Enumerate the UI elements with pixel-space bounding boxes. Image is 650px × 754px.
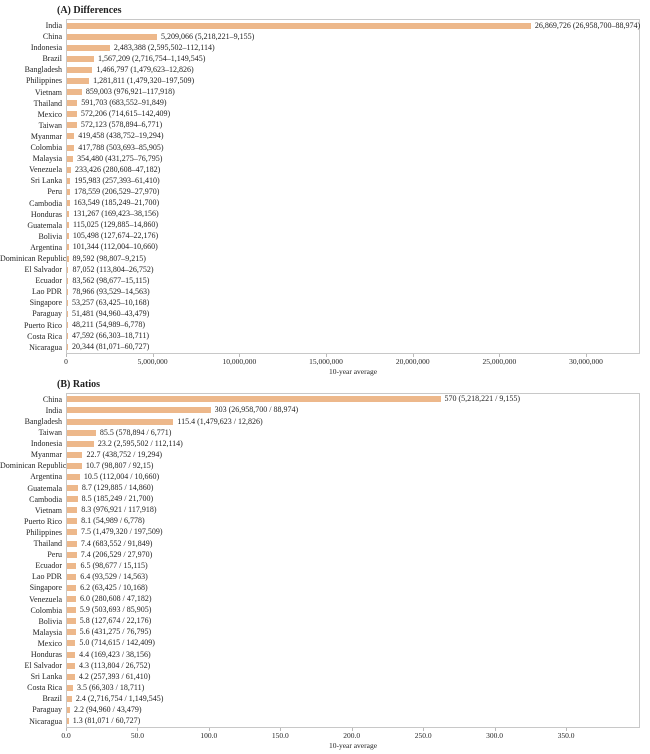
category-label: Lao PDR: [32, 572, 62, 582]
value-label: 20,344 (81,071–60,727): [72, 342, 150, 352]
category-label: Malaysia: [32, 154, 62, 164]
value-label: 23.2 (2,595,502 / 112,114): [97, 438, 183, 448]
value-label: 195,983 (257,393–61,410): [74, 175, 160, 185]
bar-row: [67, 142, 639, 153]
bar: [67, 674, 75, 680]
value-label: 417,788 (503,693–85,905): [78, 142, 164, 152]
bar-row: [67, 275, 639, 286]
category-label: Brazil: [42, 54, 62, 64]
bar: [67, 34, 157, 40]
value-label: 233,426 (280,608–47,182): [75, 164, 161, 174]
category-label: Colombia: [30, 143, 62, 153]
bar-row: [67, 527, 639, 538]
category-label: Bangladesh: [24, 417, 62, 426]
bar-row: [67, 582, 639, 593]
bar-row: [67, 627, 639, 638]
value-label: 7.5 (1,479,320 / 197,509): [81, 527, 163, 537]
category-label: Vietnam: [34, 87, 62, 97]
axis-tick-label: 25,000,000: [482, 356, 517, 366]
category-label: Puerto Rico: [24, 516, 62, 526]
bar: [67, 596, 76, 602]
axis-tick-label: 350.0: [557, 730, 575, 740]
category-label: Ecuador: [35, 276, 62, 286]
value-label: 3.5 (66,303 / 18,711): [77, 682, 145, 692]
bar-row: [67, 427, 639, 438]
panel-b-chart: [0, 393, 650, 750]
axis-tick-label: 5,000,000: [137, 356, 168, 366]
bar-row: [67, 571, 639, 582]
category-label: Venezuela: [29, 594, 62, 604]
bar-row: [67, 682, 639, 693]
value-label: 163,549 (185,249–21,700): [73, 198, 160, 208]
bar: [67, 167, 71, 173]
bar: [67, 344, 68, 350]
category-label: Philippines: [25, 527, 62, 537]
category-label: Peru: [47, 187, 62, 197]
bar: [67, 278, 68, 284]
category-label: Guatemala: [27, 483, 62, 493]
bar-row: [67, 438, 639, 449]
bar: [67, 200, 70, 206]
bar-row: [67, 416, 639, 427]
category-label: Myanmar: [30, 131, 62, 141]
bar: [67, 122, 77, 128]
axis-tick-label: 20,000,000: [395, 356, 430, 366]
category-label: Nicaragua: [29, 716, 62, 726]
value-label: 5.0 (714,615 / 142,409): [79, 638, 155, 648]
bar-row: [67, 98, 639, 109]
bar: [67, 333, 68, 339]
value-label: 115,025 (129,885–14,860): [73, 220, 159, 230]
category-label: Peru: [47, 550, 62, 560]
bar-row: [67, 605, 639, 616]
bar: [67, 552, 77, 558]
value-label: 131,267 (169,423–38,156): [73, 209, 159, 219]
bar-row: [67, 242, 639, 253]
category-label: Guatemala: [27, 220, 62, 230]
value-label: 115.4 (1,479,623 / 12,826): [177, 416, 263, 426]
category-label: Singapore: [29, 583, 62, 593]
bar-row: [67, 660, 639, 671]
bar: [67, 640, 75, 646]
category-label: Philippines: [25, 76, 62, 86]
category-label: Costa Rica: [27, 331, 62, 341]
category-label: Thailand: [33, 539, 62, 549]
bar-row: [67, 449, 639, 460]
category-label: El Salvador: [24, 661, 62, 671]
axis-tick-label: 15,000,000: [309, 356, 343, 366]
value-label: 78,966 (93,529–14,563): [72, 286, 150, 296]
category-label: Dominican Republic: [0, 461, 67, 471]
panel-a-bars-container: [66, 19, 640, 354]
bar: [67, 211, 69, 217]
bar-row: [67, 538, 639, 549]
bar: [67, 419, 173, 425]
category-label: Myanmar: [30, 450, 62, 460]
category-label: China: [42, 32, 62, 42]
value-label: 5.9 (503,693 / 85,905): [79, 605, 152, 615]
bar: [67, 518, 77, 524]
bar: [67, 574, 76, 580]
category-label: Honduras: [30, 209, 62, 219]
value-label: 570 (5,218,221 / 9,155): [444, 394, 521, 404]
bar: [67, 496, 78, 502]
category-label: Indonesia: [30, 439, 62, 449]
bar: [67, 474, 80, 480]
bar-row: [67, 286, 639, 297]
axis-tick-label: 10,000,000: [222, 356, 257, 366]
bar: [67, 267, 68, 273]
bar-row: [67, 320, 639, 331]
bar: [67, 78, 89, 84]
panel-b-category-axis: [0, 393, 66, 727]
value-label: 8.5 (185,249 / 21,700): [81, 494, 154, 504]
category-label: Cambodia: [29, 494, 62, 504]
bar: [67, 463, 82, 469]
bar: [67, 407, 211, 413]
axis-tick-label: 0: [64, 356, 68, 366]
bar: [67, 685, 73, 691]
bar-row: [67, 120, 639, 131]
bar-row: [67, 505, 639, 516]
category-label: China: [42, 394, 62, 404]
value-label: 572,206 (714,615–142,409): [80, 109, 171, 119]
bar: [67, 607, 76, 613]
value-label: 1.3 (81,071 / 60,727): [72, 716, 141, 726]
bar-row: [67, 64, 639, 75]
category-label: Bolivia: [38, 616, 62, 626]
category-label: India: [45, 405, 62, 415]
value-label: 591,703 (683,552–91,849): [81, 98, 167, 108]
value-label: 101,344 (112,004–10,660): [72, 242, 158, 252]
axis-tick-label: 30,000,000: [569, 356, 603, 366]
value-label: 572,123 (578,894–6,771): [80, 120, 163, 130]
bar-row: [67, 186, 639, 197]
bar-row: [67, 42, 639, 53]
bar-row: [67, 471, 639, 482]
category-label: Sri Lanka: [30, 672, 62, 682]
panel-b-title: (B) Ratios: [57, 378, 101, 390]
bar-row: [67, 638, 639, 649]
bar: [67, 585, 76, 591]
bar: [67, 256, 69, 262]
category-label: Mexico: [37, 638, 62, 648]
bar: [67, 718, 69, 724]
value-label: 4.2 (257,393 / 61,410): [78, 671, 151, 681]
category-label: Argentina: [30, 242, 62, 252]
bar-row: [67, 671, 639, 682]
bar-row: [67, 549, 639, 560]
category-label: Costa Rica: [27, 683, 62, 693]
bar-row: [67, 53, 639, 64]
axis-tick-label: 300.0: [486, 730, 504, 740]
bar-row: [67, 20, 639, 31]
panel-b-x-axis-title: 10-year average: [328, 740, 378, 750]
category-label: Puerto Rico: [24, 320, 62, 330]
category-label: Paraguay: [32, 309, 62, 319]
bar: [67, 529, 77, 535]
bar: [67, 707, 70, 713]
category-label: Singapore: [29, 298, 62, 308]
category-label: Honduras: [30, 649, 62, 659]
panel-a-category-axis: [0, 19, 66, 353]
category-label: Thailand: [33, 98, 62, 108]
axis-tick-label: 50.0: [130, 730, 144, 740]
bar-row: [67, 616, 639, 627]
category-label: India: [45, 21, 62, 30]
panel-differences: [0, 5, 650, 376]
bar-row: [67, 405, 639, 416]
value-label: 419,458 (438,752–19,294): [78, 131, 164, 141]
bar-row: [67, 516, 639, 527]
bar-row: [67, 331, 639, 342]
bar: [67, 663, 75, 669]
bar-row: [67, 460, 639, 471]
bar: [67, 156, 73, 162]
category-label: Bolivia: [38, 231, 62, 241]
bar-row: [67, 494, 639, 505]
bar: [67, 289, 68, 295]
category-label: Cambodia: [29, 198, 62, 208]
bar-row: [67, 175, 639, 186]
category-label: Sri Lanka: [30, 176, 62, 186]
value-label: 83,562 (98,677–15,115): [72, 275, 150, 285]
value-label: 85.5 (578,894 / 6,771): [99, 427, 172, 437]
panel-a-title: (A) Differences: [57, 5, 122, 16]
bar: [67, 396, 441, 402]
value-label: 1,466,797 (1,479,623–12,826): [96, 64, 194, 74]
bar: [67, 45, 110, 51]
bar: [67, 189, 70, 195]
bar: [67, 696, 72, 702]
value-label: 303 (26,958,700 / 88,974): [214, 405, 299, 415]
bar-row: [67, 560, 639, 571]
bar: [67, 145, 74, 151]
bar: [67, 244, 69, 250]
value-label: 4.4 (169,423 / 38,156): [79, 649, 151, 659]
bar: [67, 441, 94, 447]
category-label: Nicaragua: [29, 342, 62, 352]
bar-row: [67, 594, 639, 605]
bar-row: [67, 209, 639, 220]
category-label: Malaysia: [32, 627, 62, 637]
value-label: 8.7 (129,885 / 14,860): [81, 483, 154, 493]
value-label: 8.1 (54,989 / 6,778): [81, 516, 145, 526]
value-label: 7.4 (206,529 / 27,970): [80, 549, 153, 559]
axis-tick-label: 100.0: [200, 730, 218, 740]
bar-row: [67, 75, 639, 86]
value-label: 2.2 (94,960 / 43,479): [73, 704, 142, 714]
bar: [67, 652, 75, 658]
value-label: 51,481 (94,960–43,479): [72, 308, 150, 318]
value-label: 87,052 (113,804–26,752): [72, 264, 154, 274]
value-label: 6.4 (93,529 / 14,563): [80, 571, 148, 581]
bar-row: [67, 716, 639, 727]
panel-b-x-axis: [61, 728, 640, 741]
bar: [67, 178, 70, 184]
bar: [67, 322, 68, 328]
category-label: Argentina: [30, 472, 62, 482]
bar: [67, 452, 82, 458]
category-label: Mexico: [37, 109, 62, 119]
category-label: Paraguay: [32, 705, 62, 715]
value-label: 178,559 (206,529–27,970): [74, 186, 160, 196]
panel-a-plot-area: [66, 19, 640, 376]
bar: [67, 563, 76, 569]
bar: [67, 311, 68, 317]
bar-row: [67, 483, 639, 494]
value-label: 5.8 (127,674 / 22,176): [79, 616, 152, 626]
bar-row: [67, 394, 639, 405]
axis-tick-label: 250.0: [414, 730, 432, 740]
category-label: Vietnam: [34, 505, 62, 515]
value-label: 6.0 (280,608 / 47,182): [79, 594, 152, 604]
bar: [67, 89, 82, 95]
value-label: 22.7 (438,752 / 19,294): [86, 449, 162, 459]
bar: [67, 56, 94, 62]
bar: [67, 507, 77, 513]
bar-row: [67, 649, 639, 660]
bar: [67, 541, 77, 547]
bar-row: [67, 131, 639, 142]
bar-row: [67, 109, 639, 120]
value-label: 53,257 (63,425–10,168): [72, 297, 150, 307]
panel-a-chart: [0, 19, 650, 376]
bar-row: [67, 231, 639, 242]
bar: [67, 485, 78, 491]
value-label: 89,592 (98,807–9,215): [72, 253, 146, 263]
bar: [67, 222, 69, 228]
value-label: 5,209,066 (5,218,221–9,155): [160, 31, 255, 41]
bar-row: [67, 342, 639, 353]
value-label: 859,003 (976,921–117,918): [85, 87, 175, 97]
axis-tick-label: 0.0: [61, 730, 71, 740]
value-label: 4.3 (113,804 / 26,752): [79, 660, 151, 670]
value-label: 10.7 (98,807 / 92,15): [85, 460, 154, 470]
value-label: 26,869,726 (26,958,700–88,974): [534, 20, 641, 30]
bar-row: [67, 153, 639, 164]
category-label: Taiwan: [38, 428, 62, 438]
bar-row: [67, 308, 639, 319]
category-label: El Salvador: [24, 265, 62, 275]
value-label: 5.6 (431,275 / 76,795): [79, 627, 152, 637]
panel-a-x-axis: [66, 354, 640, 367]
category-label: Dominican Republic: [0, 253, 67, 263]
bar: [67, 430, 96, 436]
bar-row: [67, 220, 639, 231]
value-label: 1,281,811 (1,479,320–197,509): [93, 76, 195, 86]
category-label: Taiwan: [38, 120, 62, 130]
panel-a-x-axis-title: 10-year average: [328, 366, 378, 376]
value-label: 7.4 (683,552 / 91,849): [80, 538, 153, 548]
bar: [67, 133, 74, 139]
bar-row: [67, 31, 639, 42]
bar-row: [67, 297, 639, 308]
category-label: Brazil: [42, 694, 62, 704]
bar-row: [67, 693, 639, 704]
value-label: 48,211 (54,989–6,778): [72, 320, 146, 330]
bar-row: [67, 264, 639, 275]
bar-row: [67, 704, 639, 715]
category-label: Indonesia: [30, 43, 62, 53]
bar-row: [67, 198, 639, 209]
category-label: Lao PDR: [32, 287, 62, 297]
value-label: 2,483,388 (2,595,502–112,114): [113, 42, 215, 52]
value-label: 354,480 (431,275–76,795): [77, 153, 163, 163]
bar: [67, 618, 76, 624]
bar-row: [67, 253, 639, 264]
value-label: 1,567,209 (2,716,754–1,149,545): [98, 53, 206, 63]
bar: [67, 67, 92, 73]
bar-row: [67, 164, 639, 175]
value-label: 6.2 (63,425 / 10,168): [80, 582, 148, 592]
axis-tick-label: 200.0: [343, 730, 361, 740]
bar: [67, 300, 68, 306]
panel-b-plot-area: [61, 393, 640, 750]
bar: [67, 23, 531, 29]
value-label: 47,592 (66,303–18,711): [72, 331, 150, 341]
category-label: Colombia: [30, 605, 62, 615]
value-label: 6.5 (98,677 / 15,115): [80, 560, 148, 570]
bar-row: [67, 87, 639, 98]
value-label: 105,498 (127,674–22,176): [72, 231, 159, 241]
category-label: Bangladesh: [24, 65, 62, 75]
bar: [67, 629, 76, 635]
panel-b-bars-container: [66, 393, 640, 728]
value-label: 10.5 (112,004 / 10,660): [83, 472, 160, 482]
axis-tick-label: 150.0: [271, 730, 289, 740]
bar: [67, 111, 77, 117]
value-label: 2.4 (2,716,754 / 1,149,545): [75, 693, 164, 703]
category-label: Ecuador: [35, 561, 62, 571]
bar: [67, 233, 69, 239]
value-label: 8.3 (976,921 / 117,918): [81, 505, 157, 515]
panel-ratios: [0, 379, 650, 750]
bar: [67, 100, 77, 106]
category-label: Venezuela: [29, 165, 62, 175]
